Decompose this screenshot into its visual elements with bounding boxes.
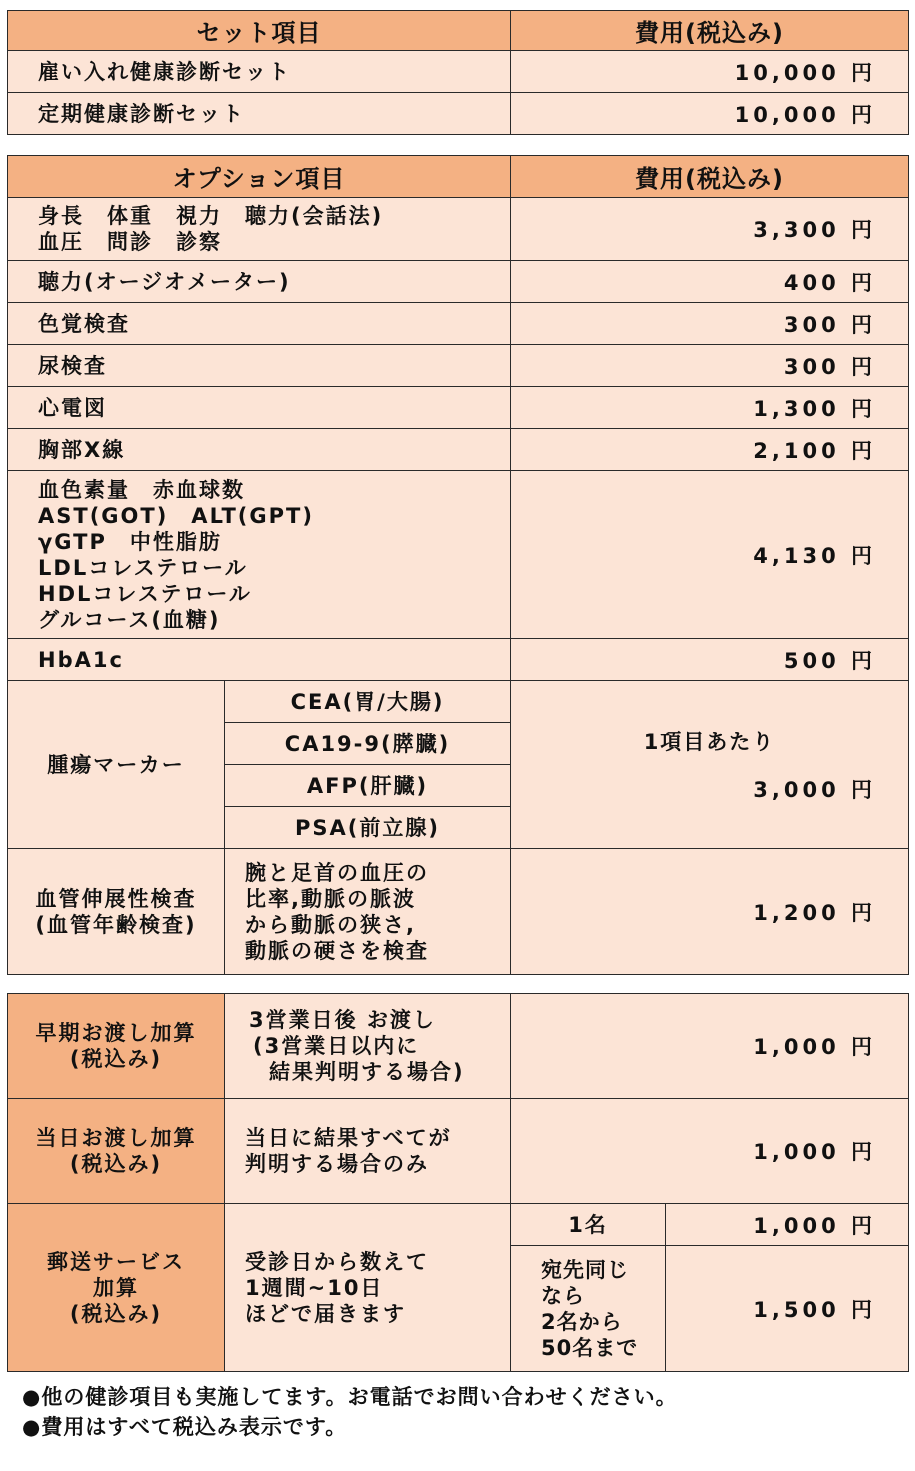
mail-service-label: 郵送サービス 加算 (税込み) <box>8 1204 225 1372</box>
set-cost-periodic: 10,000 円 <box>511 93 909 135</box>
same-day-delivery-label: 当日お渡し加算 (税込み) <box>8 1099 225 1204</box>
option-item-color-vision: 色覚検査 <box>8 303 511 345</box>
tumor-marker-label: 腫瘍マーカー <box>8 681 225 849</box>
option-item-hba1c: HbA1c <box>8 639 511 681</box>
footnote-tax-included: ●費用はすべて税込み表示です。 <box>22 1415 348 1439</box>
set-item-hiring: 雇い入れ健康診断セット <box>8 51 511 93</box>
option-item-audiometer: 聴力(オージオメーター) <box>8 261 511 303</box>
tumor-marker-ca199: CA19-9(膵臓) <box>225 723 511 765</box>
set-price-table <box>7 10 909 135</box>
early-delivery-label: 早期お渡し加算 (税込み) <box>8 994 225 1099</box>
option-cost-urine: 300 円 <box>511 345 909 387</box>
option-price-table <box>7 155 909 975</box>
footnote-other-items: ●他の健診項目も実施してます。お電話でお問い合わせください。 <box>22 1385 678 1409</box>
vascular-cost: 1,200 円 <box>511 849 909 975</box>
mail-multi-person-label: 宛先同じ なら 2名から 50名まで <box>511 1246 666 1372</box>
set-header-item: セット項目 <box>8 11 511 51</box>
option-item-blood: 血色素量 赤血球数 AST(GOT) ALT(GPT) γGTP 中性脂肪 LDLコレステロール HDLコレステロール グルコース(血糖) <box>8 471 511 639</box>
addon-price-table <box>7 993 909 1372</box>
option-header-item: オプション項目 <box>8 156 511 198</box>
set-header-cost: 費用(税込み) <box>511 11 909 51</box>
mail-one-person-label: 1名 <box>511 1204 666 1246</box>
option-cost-ecg: 1,300 円 <box>511 387 909 429</box>
option-item-basic: 身長 体重 視力 聴力(会話法) 血圧 問診 診察 <box>8 198 511 261</box>
tumor-marker-psa: PSA(前立腺) <box>225 807 511 849</box>
option-item-xray: 胸部X線 <box>8 429 511 471</box>
set-cost-hiring: 10,000 円 <box>511 51 909 93</box>
mail-one-person-cost: 1,000 円 <box>666 1204 909 1246</box>
option-header-cost: 費用(税込み) <box>511 156 909 198</box>
tumor-marker-cost <box>511 681 909 849</box>
early-delivery-description: 3営業日後 お渡し (3営業日以内に 結果判明する場合) <box>225 994 511 1099</box>
tumor-marker-cea: CEA(胃/大腸) <box>225 681 511 723</box>
set-item-periodic: 定期健康診断セット <box>8 93 511 135</box>
footnotes <box>22 1382 678 1442</box>
same-day-delivery-description: 当日に結果すべてが 判明する場合のみ <box>225 1099 511 1204</box>
option-cost-color-vision: 300 円 <box>511 303 909 345</box>
tumor-cost-value: 3,000 円 <box>753 777 876 802</box>
mail-multi-person-cost: 1,500 円 <box>666 1246 909 1372</box>
option-item-ecg: 心電図 <box>8 387 511 429</box>
tumor-marker-afp: AFP(肝臓) <box>225 765 511 807</box>
early-delivery-cost: 1,000 円 <box>511 994 909 1099</box>
option-item-urine: 尿検査 <box>8 345 511 387</box>
option-cost-audiometer: 400 円 <box>511 261 909 303</box>
vascular-label: 血管伸展性検査 (血管年齢検査) <box>8 849 225 975</box>
tumor-per-item: 1項目あたり <box>643 729 776 754</box>
mail-service-description: 受診日から数えて 1週間~10日 ほどで届きます <box>225 1204 511 1372</box>
option-cost-xray: 2,100 円 <box>511 429 909 471</box>
same-day-delivery-cost: 1,000 円 <box>511 1099 909 1204</box>
option-cost-blood: 4,130 円 <box>511 471 909 639</box>
option-cost-basic: 3,300 円 <box>511 198 909 261</box>
option-cost-hba1c: 500 円 <box>511 639 909 681</box>
vascular-description: 腕と足首の血圧の 比率,動脈の脈波 から動脈の狭さ, 動脈の硬さを検査 <box>225 849 511 975</box>
